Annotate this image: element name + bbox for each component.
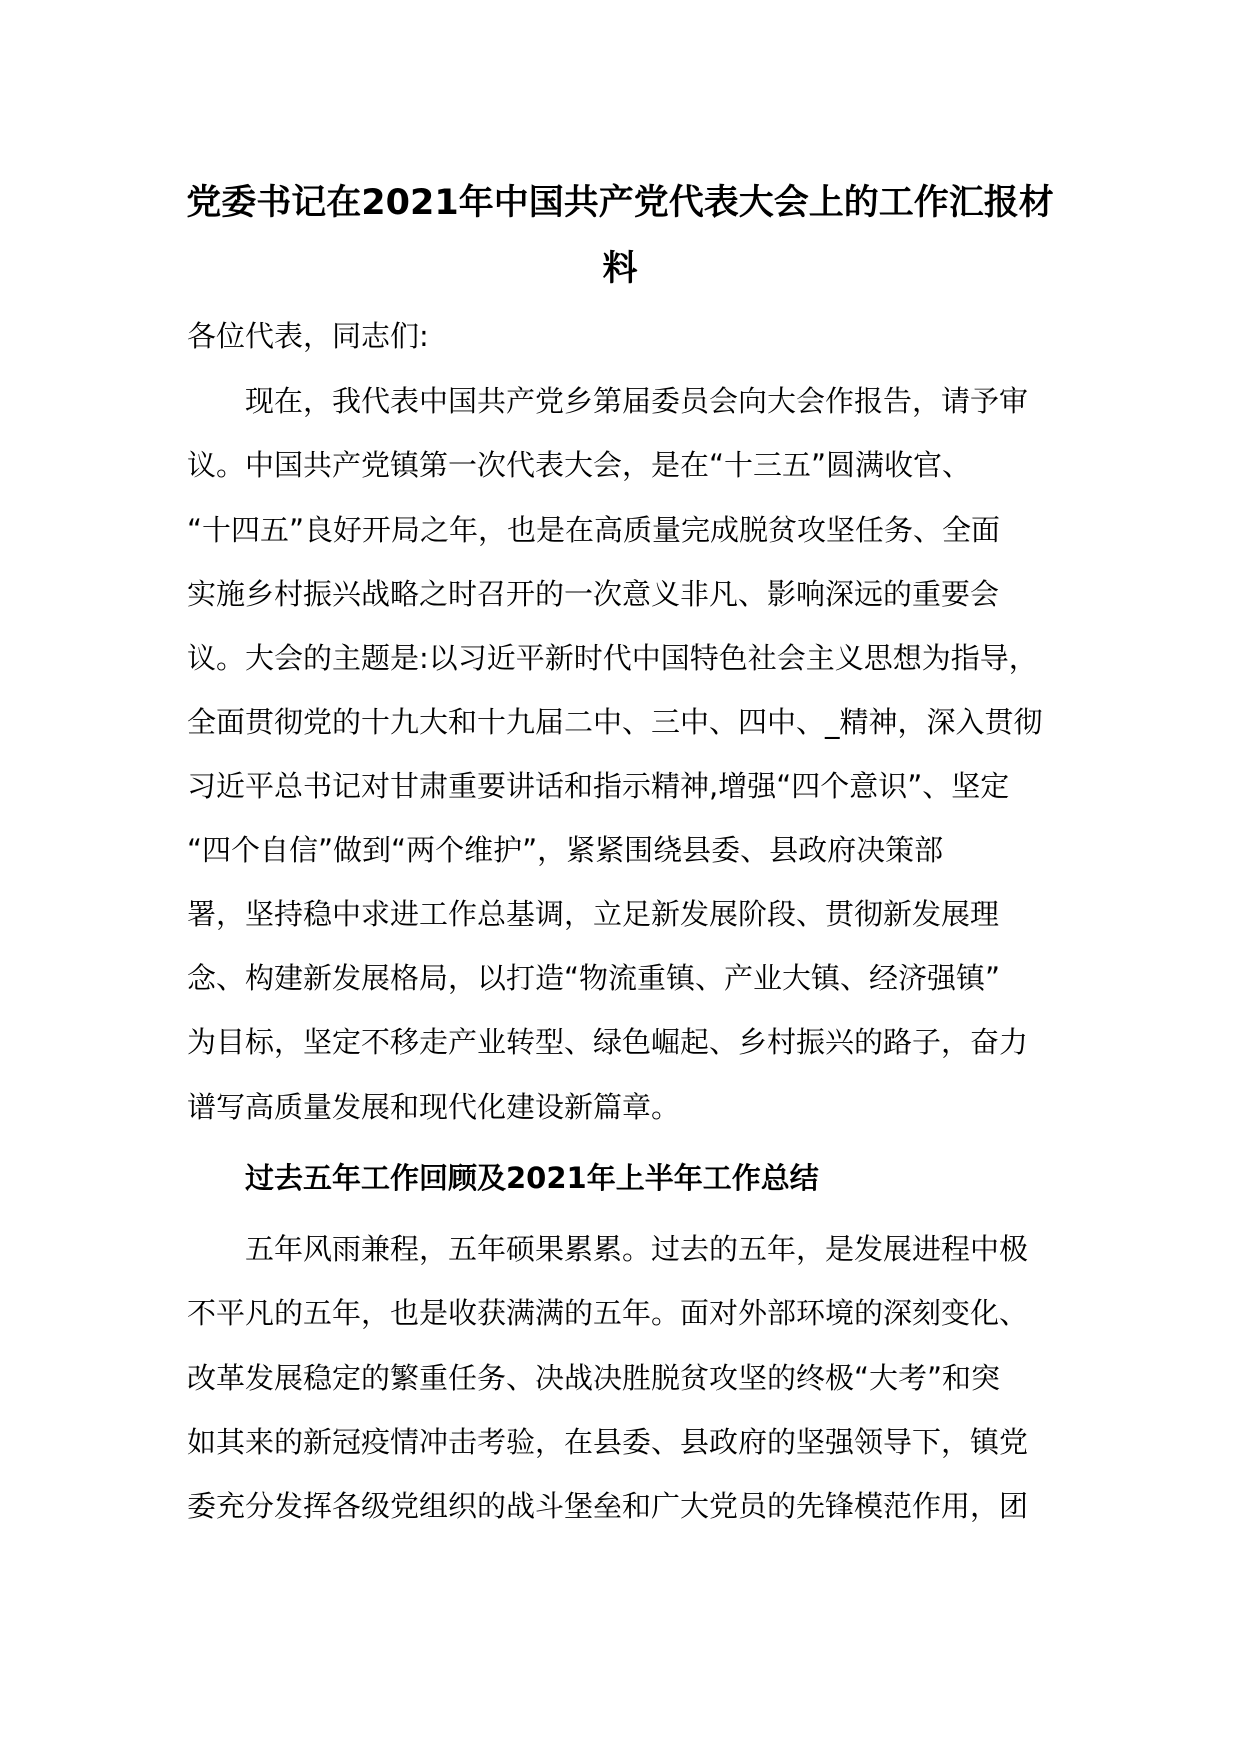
paragraph-2-line: 改革发展稳定的繁重任务、决战决胜脱贫攻坚的终极“大考”和突 (187, 1361, 1001, 1395)
paragraph-1-line: 念、构建新发展格局，以打造“物流重镇、产业大镇、经济强镇” (187, 961, 1001, 995)
paragraph-2-line: 五年风雨兼程，五年硕果累累。过去的五年，是发展进程中极 (245, 1232, 1029, 1266)
paragraph-1-line: 议。大会的主题是:以习近平新时代中国特色社会主义思想为指导， (187, 641, 1038, 675)
section-heading: 过去五年工作回顾及2021年上半年工作总结 (245, 1161, 819, 1195)
paragraph-1-line: “十四五”良好开局之年，也是在高质量完成脱贫攻坚任务、全面 (187, 513, 1001, 547)
paragraph-1-line: 议。中国共产党镇第一次代表大会，是在“十三五”圆满收官、 (187, 448, 972, 482)
paragraph-1-line: 署，坚持稳中求进工作总基调，立足新发展阶段、贯彻新发展理 (187, 897, 1000, 931)
salutation: 各位代表，同志们: (187, 319, 429, 353)
title-line-2: 料 (602, 249, 638, 289)
paragraph-2-line: 委充分发挥各级党组织的战斗堡垒和广大党员的先锋模范作用，团 (187, 1489, 1029, 1523)
paragraph-1-line: 全面贯彻党的十九大和十九届二中、三中、四中、_精神，深入贯彻 (187, 705, 1043, 739)
paragraph-1-line: 谱写高质量发展和现代化建设新篇章。 (187, 1090, 681, 1124)
paragraph-2-line: 不平凡的五年，也是收获满满的五年。面对外部环境的深刻变化、 (187, 1296, 1029, 1330)
title-line-1: 党委书记在2021年中国共产党代表大会上的工作汇报材 (186, 183, 1054, 223)
paragraph-1-line: 为目标，坚定不移走产业转型、绿色崛起、乡村振兴的路子，奋力 (187, 1025, 1029, 1059)
paragraph-2-line: 如其来的新冠疫情冲击考验，在县委、县政府的坚强领导下，镇党 (187, 1425, 1029, 1459)
paragraph-1-line: “四个自信”做到“两个维护”，紧紧围绕县委、县政府决策部 (187, 833, 944, 867)
paragraph-1-line: 现在，我代表中国共产党乡第届委员会向大会作报告，请予审 (245, 384, 1029, 418)
paragraph-1-line: 实施乡村振兴战略之时召开的一次意义非凡、影响深远的重要会 (187, 577, 1000, 611)
document-title (150, 170, 1090, 302)
paragraph-1-line: 习近平总书记对甘肃重要讲话和指示精神,增强“四个意识”、坚定 (187, 769, 1010, 803)
